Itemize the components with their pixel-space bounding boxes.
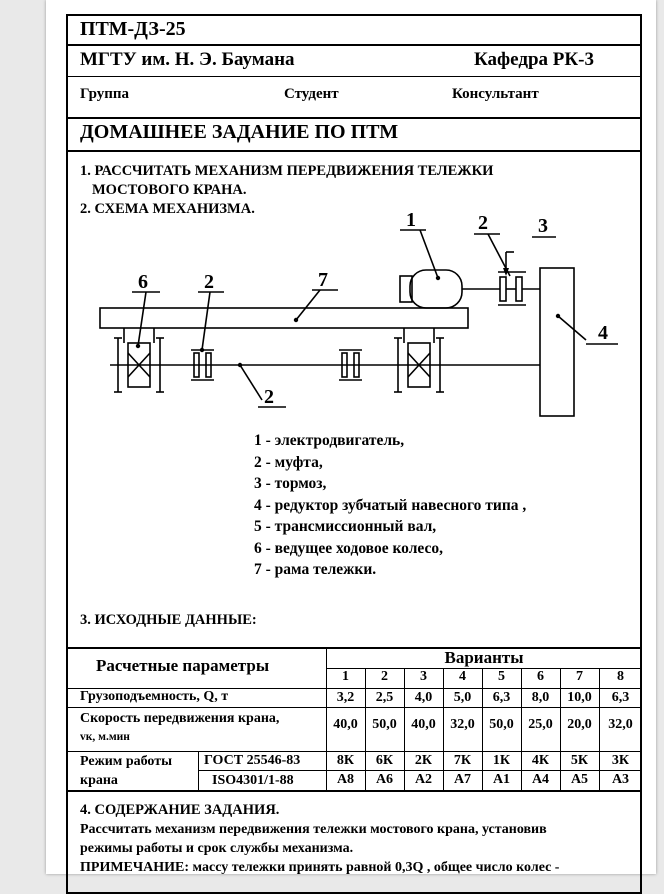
iso-label: ISO4301/1-88: [212, 773, 294, 788]
student-label: Студент: [284, 86, 339, 102]
variant-number: 2: [381, 669, 388, 684]
legend-item: 5 - трансмиссионный вал,: [254, 518, 437, 535]
speed-value: 40,0: [411, 717, 436, 732]
mode-iso-value: А5: [570, 772, 589, 787]
variant-number: 5: [498, 669, 505, 684]
gearbox: [540, 268, 574, 416]
legend-item: 2 - муфта,: [254, 453, 323, 471]
mode-gost-value: 7К: [453, 753, 472, 768]
speed-label: Скорость передвижения крана,: [80, 711, 280, 726]
task-heading-cont: МОСТОВОГО КРАНА.: [92, 182, 247, 198]
legend-item: 7 - рама тележки.: [254, 561, 377, 578]
capacity-value: 6,3: [611, 690, 630, 705]
speed-value: 40,0: [333, 717, 358, 732]
gost-label: ГОСТ 25546-83: [204, 753, 301, 768]
legend: [254, 430, 526, 581]
param-header: Расчетные параметры: [96, 656, 270, 675]
electric-motor: [410, 270, 462, 308]
mechanism-diagram: [0, 0, 664, 430]
legend-item: 3 - тормоз,: [254, 475, 327, 492]
task-heading: 1. РАССЧИТАТЬ МЕХАНИЗМ ПЕРЕДВИЖЕНИЯ ТЕЛЕЖКИ: [80, 163, 494, 179]
variants-header: Варианты: [444, 648, 524, 667]
capacity-label: Грузоподъемность, Q, т: [80, 689, 229, 704]
mode-iso-value: А6: [375, 772, 394, 787]
trolley-frame: [100, 308, 468, 328]
speed-value: 50,0: [489, 717, 514, 732]
variant-number: 4: [459, 669, 466, 684]
content-text: Рассчитать механизм передвижения тележки мостового крана, установив: [80, 822, 547, 837]
speed-value: 32,0: [608, 717, 633, 732]
mode-iso-value: А3: [611, 772, 630, 787]
content-text: режимы работы и срок службы механизма.: [80, 841, 354, 856]
mode-label: Режим работы: [80, 754, 173, 769]
note-text: ПРИМЕЧАНИЕ: массу тележки принять равной 0,3Q , общее число колес -: [80, 860, 560, 875]
variant-number: 3: [420, 669, 427, 684]
legend-item: 1 - электродвигатель,: [254, 432, 405, 449]
mode-gost-value: 1К: [492, 753, 511, 768]
diagram-label: 4: [598, 322, 608, 344]
diagram-label: 2: [478, 212, 488, 234]
legend-item: 4 - редуктор зубчатый навесного типа ,: [254, 496, 527, 514]
speed-value: 50,0: [372, 717, 397, 732]
capacity-value: 3,2: [336, 690, 355, 705]
mode-iso-value: А4: [531, 772, 550, 787]
mode-iso-value: А8: [336, 772, 355, 787]
capacity-value: 6,3: [492, 690, 511, 705]
mode-gost-value: 3К: [611, 753, 630, 768]
document-code: ПТМ-ДЗ-25: [80, 18, 186, 40]
mode-gost-value: 5К: [570, 753, 589, 768]
variant-number: 6: [537, 669, 544, 684]
initial-data-heading: 3. ИСХОДНЫЕ ДАННЫЕ:: [80, 612, 257, 628]
mode-label-cont: крана: [80, 773, 118, 788]
legend-item: 6 - ведущее ходовое колесо,: [254, 539, 443, 557]
capacity-value: 8,0: [531, 690, 550, 705]
consultant-label: Консультант: [452, 86, 539, 102]
mode-iso-value: А1: [492, 772, 511, 787]
diagram-label: 2: [204, 271, 214, 293]
mode-gost-value: 4К: [531, 753, 550, 768]
group-label: Группа: [80, 86, 130, 102]
scheme-heading: 2. СХЕМА МЕХАНИЗМА.: [80, 201, 255, 217]
department-name: Кафедра РК-3: [474, 49, 594, 70]
capacity-value: 10,0: [567, 690, 592, 705]
mode-iso-value: А2: [414, 772, 433, 787]
page-title: ДОМАШНЕЕ ЗАДАНИЕ ПО ПТМ: [80, 121, 399, 143]
variant-number: 1: [342, 669, 349, 684]
speed-value: 32,0: [450, 717, 475, 732]
mode-gost-value: 2К: [414, 753, 433, 768]
diagram-label: 7: [318, 269, 328, 291]
diagram-label: 6: [138, 271, 148, 293]
mode-gost-value: 8К: [336, 753, 355, 768]
variant-number: 8: [617, 669, 624, 684]
content-heading: 4. СОДЕРЖАНИЕ ЗАДАНИЯ.: [80, 802, 280, 818]
speed-value: 20,0: [567, 717, 592, 732]
speed-value: 25,0: [528, 717, 553, 732]
speed-units: vк, м.мин: [80, 731, 130, 743]
capacity-value: 5,0: [453, 690, 472, 705]
capacity-value: 4,0: [414, 690, 433, 705]
university-name: МГТУ им. Н. Э. Баумана: [80, 49, 295, 70]
capacity-value: 2,5: [375, 690, 394, 705]
diagram-label: 2: [264, 386, 274, 408]
diagram-label: 1: [406, 209, 416, 231]
variant-number: 7: [576, 669, 583, 684]
mode-iso-value: А7: [453, 772, 472, 787]
mode-gost-value: 6К: [375, 753, 394, 768]
diagram-label: 3: [538, 215, 548, 237]
